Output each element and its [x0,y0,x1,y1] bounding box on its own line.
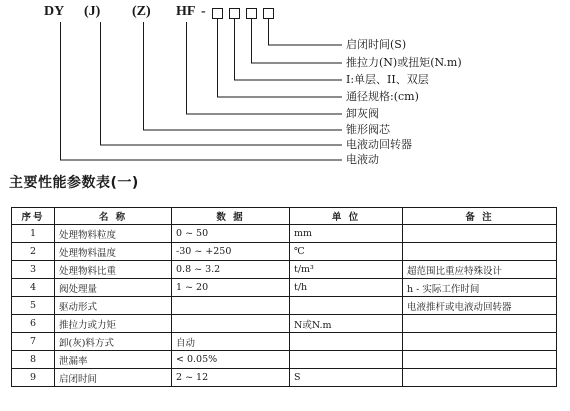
cell-data: 0.8 ~ 3.2 [172,261,290,279]
cell-note [403,243,557,261]
cell-note [403,315,557,333]
cell-data: < 0.05% [172,351,290,369]
code-part-dy: DY [44,4,65,19]
header-name: 名 称 [55,208,172,225]
cell-index: 3 [12,261,55,279]
cell-name: 阀处理量 [55,279,172,297]
cell-data: 0 ~ 50 [172,225,290,243]
cell-unit: ℃ [290,243,403,261]
cell-unit: N或N.m [290,315,403,333]
table-row [12,333,557,351]
table-header-row [12,208,557,225]
cell-index: 7 [12,333,55,351]
code-part-dash: - [201,4,206,19]
cell-index: 8 [12,351,55,369]
cell-data: 2 ~ 12 [172,369,290,387]
table-row [12,297,557,315]
cell-note: 超范围比重应特殊设计 [403,261,557,279]
cell-note [403,351,557,369]
cell-unit: t/h [290,279,403,297]
cell-unit: mm [290,225,403,243]
cell-note: h - 实际工作时间 [403,279,557,297]
cell-name: 启闭时间 [55,369,172,387]
performance-table [11,207,557,387]
header-unit: 单 位 [290,208,403,225]
label-electro-hydraulic: 电液动 [346,153,379,166]
cell-name: 泄漏率 [55,351,172,369]
table-row [12,261,557,279]
table-row [12,243,557,261]
cell-unit [290,297,403,315]
cell-data [172,315,290,333]
cell-index: 4 [12,279,55,297]
cell-name: 处理物料粒度 [55,225,172,243]
cell-index: 9 [12,369,55,387]
code-part-hf: HF [176,4,196,19]
cell-unit [290,351,403,369]
code-part-z: (Z) [132,4,151,19]
table-row [12,225,557,243]
cell-index: 5 [12,297,55,315]
table-row [12,351,557,369]
label-ash-valve: 卸灰阀 [346,107,379,120]
cell-index: 2 [12,243,55,261]
label-push-force: 推拉力(N)或扭矩(N.m) [346,56,462,69]
cell-index: 6 [12,315,55,333]
cell-data: 1 ~ 20 [172,279,290,297]
header-data: 数 据 [172,208,290,225]
code-connector-lines [0,0,570,170]
cell-unit: t/m³ [290,261,403,279]
label-layer: I:单层、II、双层 [346,73,429,86]
cell-name: 处理物料温度 [55,243,172,261]
table-row [12,315,557,333]
label-rotator: 电液动回转器 [346,138,412,151]
cell-note [403,369,557,387]
label-open-close-time: 启闭时间(S) [346,38,407,51]
cell-name: 卸(灰)料方式 [55,333,172,351]
cell-note: 电液推杆或电液动回转器 [403,297,557,315]
cell-note [403,333,557,351]
header-note: 备 注 [403,208,557,225]
label-cone-core: 锥形阀芯 [346,123,390,136]
table-row [12,279,557,297]
cell-index: 1 [12,225,55,243]
code-part-j: (J) [84,4,101,19]
cell-unit [290,333,403,351]
cell-name: 驱动形式 [55,297,172,315]
cell-data: 自动 [172,333,290,351]
cell-name: 处理物料比重 [55,261,172,279]
table-row [12,369,557,387]
cell-name: 推拉力或力矩 [55,315,172,333]
label-diameter: 通径规格:(cm) [346,90,419,103]
header-index: 序号 [12,208,55,225]
cell-data: -30 ~ +250 [172,243,290,261]
cell-unit: S [290,369,403,387]
cell-data [172,297,290,315]
cell-note [403,225,557,243]
section-title: 主要性能参数表(一) [9,175,139,191]
